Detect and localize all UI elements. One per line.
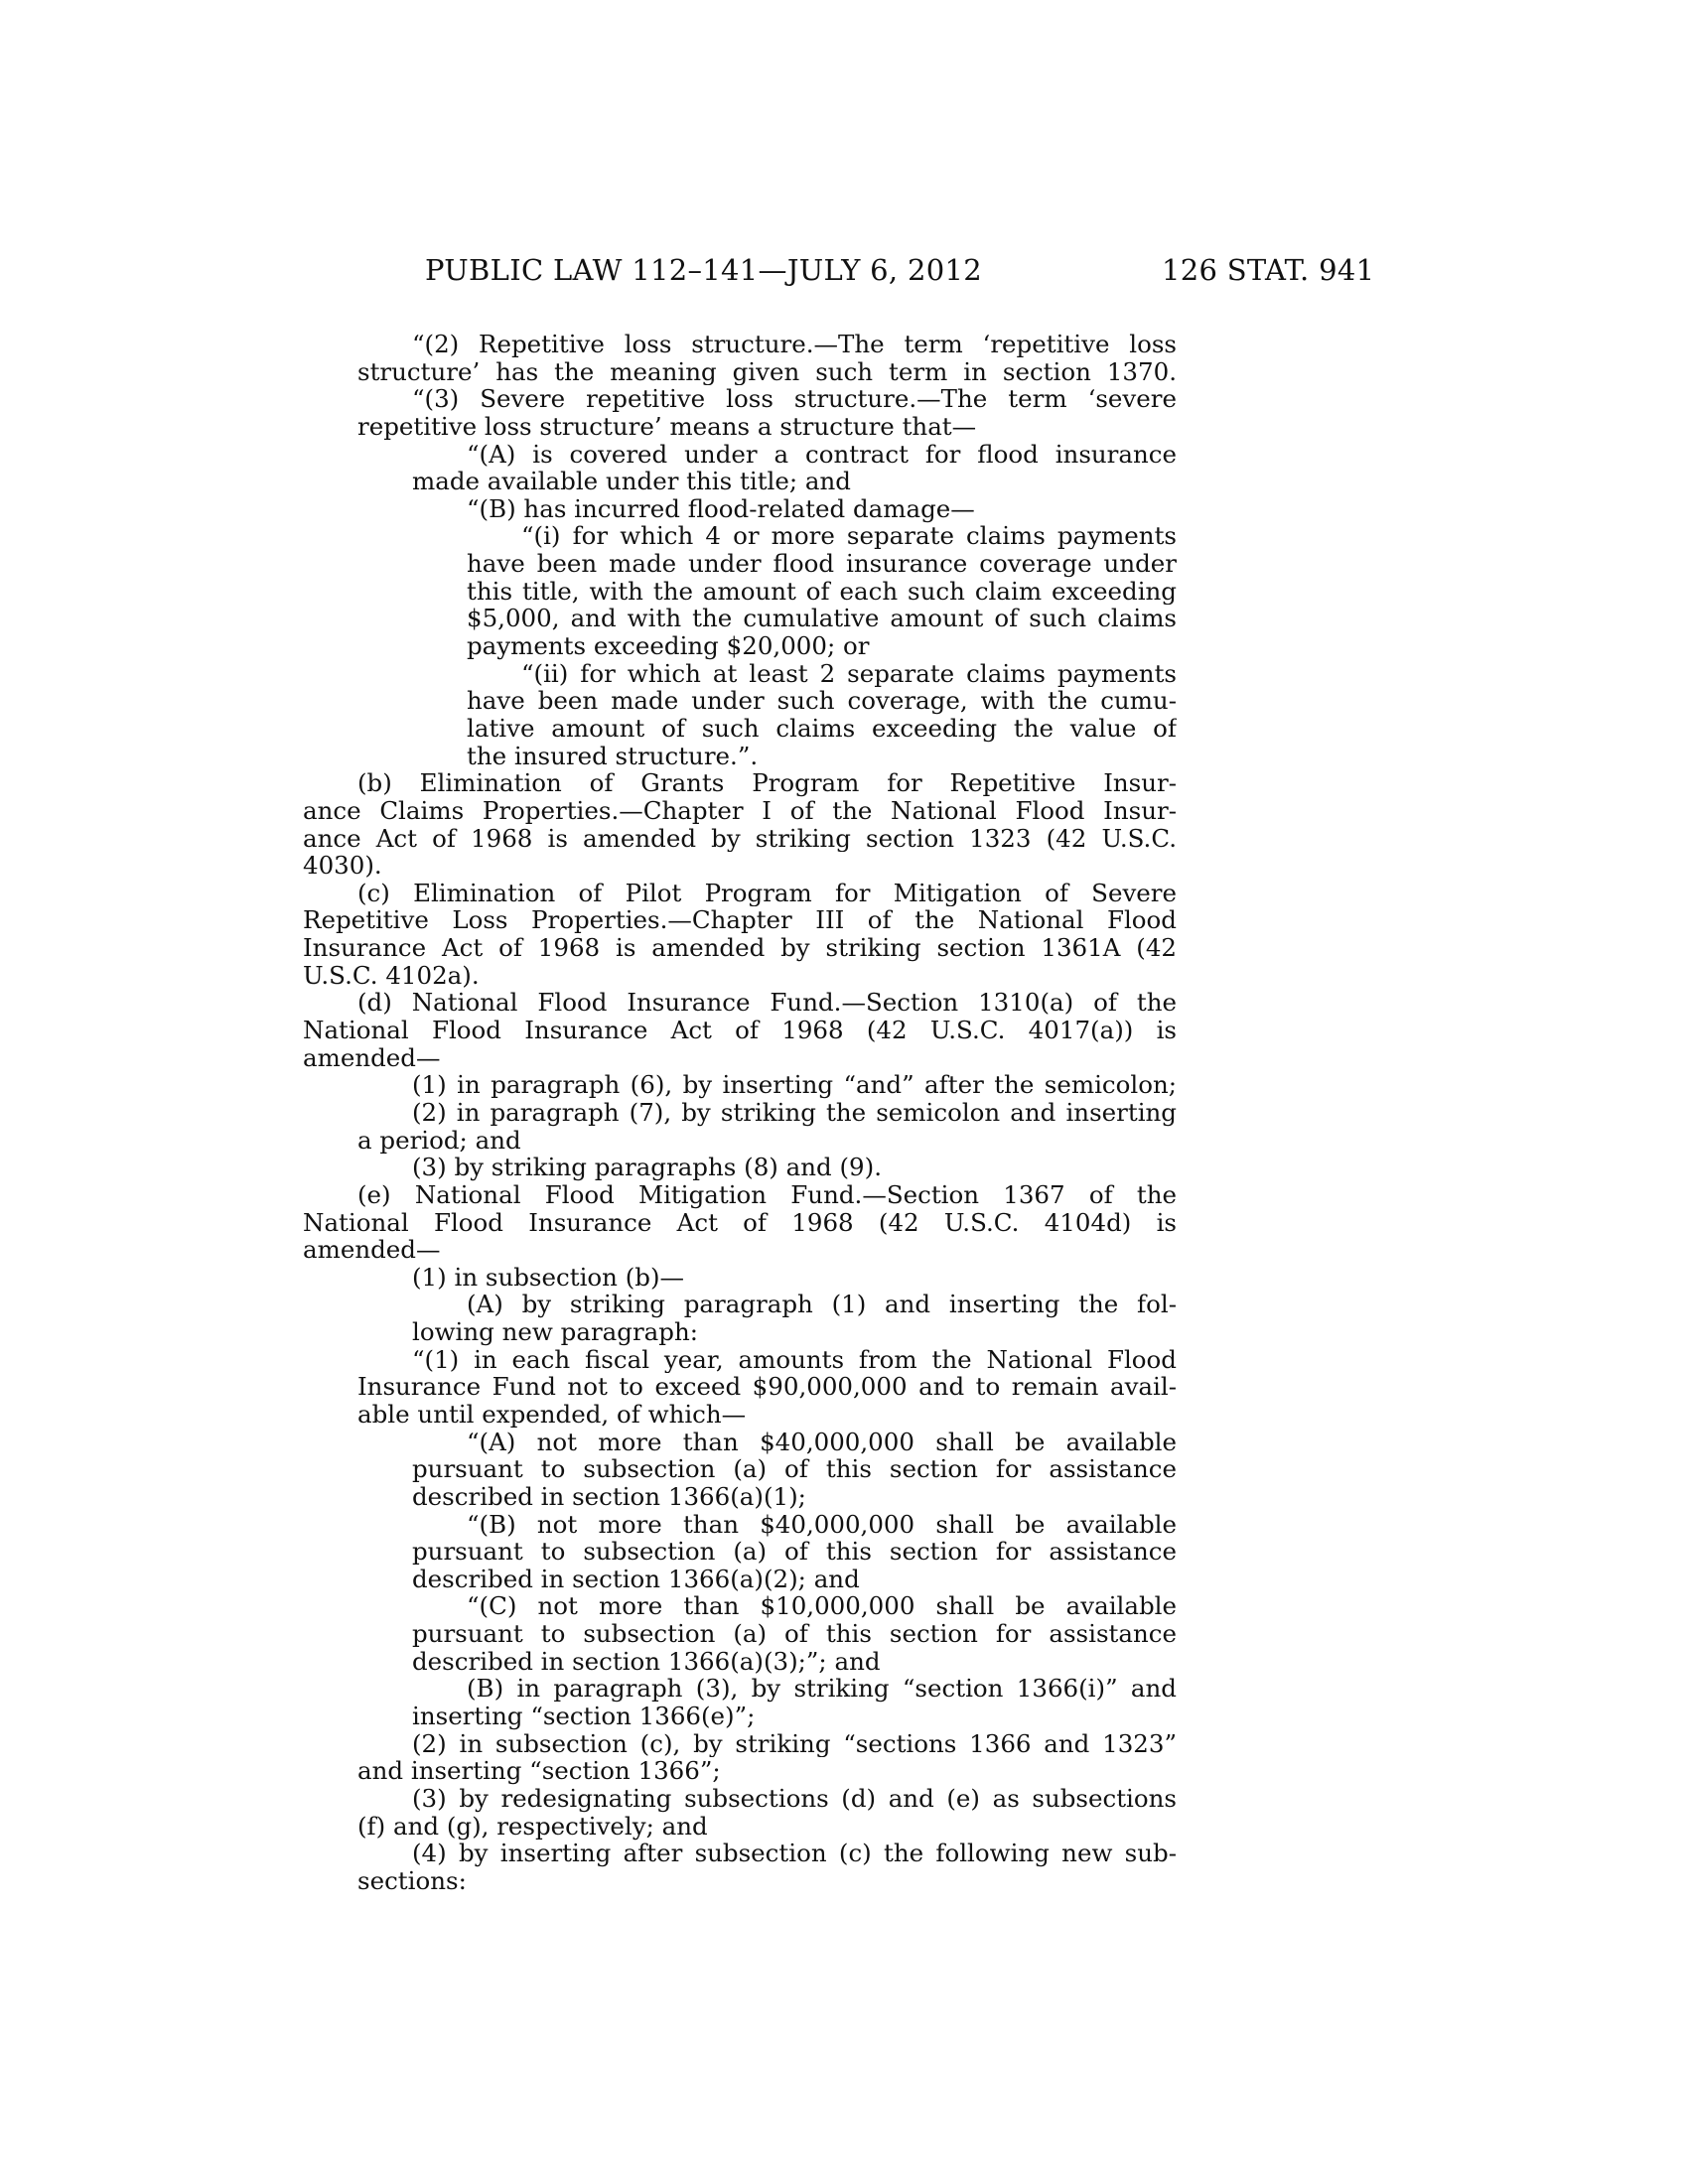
text-line: described in section 1366(a)(1); (412, 1481, 806, 1511)
text-line: “(B) has incurred flood-related damage— (467, 493, 975, 523)
text-line: (2) in paragraph (7), by striking the semicolon and inserting (412, 1098, 1177, 1127)
text-line: pursuant to subsection (a) of this section for assistance (412, 1620, 1177, 1648)
page-header (0, 253, 1688, 293)
document-body (303, 331, 1177, 1895)
text-line: the insured structure.”. (467, 741, 759, 770)
text-line: (B) in paragraph (3), by striking “section 1366(i)” and (467, 1675, 1177, 1704)
text-line: this title, with the amount of each such claim exceeding (467, 577, 1177, 606)
text-line: “(A) not more than $40,000,000 shall be available (467, 1428, 1177, 1456)
text-line: Repetitive Loss Properties.—Chapter III of the National Flood (303, 906, 1177, 935)
text-line: “(B) not more than $40,000,000 shall be available (467, 1510, 1177, 1539)
page-citation: 126 STAT. 941 (1162, 253, 1375, 287)
text-line: (c) Elimination of Pilot Program for Mitigation of Severe (357, 879, 1177, 907)
text-line: (3) by striking paragraphs (8) and (9). (412, 1153, 882, 1182)
text-line: described in section 1366(a)(2); and (412, 1564, 860, 1593)
text-line: lative amount of such claims exceeding the value of (467, 714, 1177, 743)
text-line: lowing new paragraph: (412, 1317, 699, 1347)
text-line: (2) in subsection (c), by striking “sections 1366 and 1323” (412, 1729, 1177, 1758)
text-line: amended— (303, 1235, 441, 1265)
text-line: inserting “section 1366(e)”; (412, 1702, 756, 1731)
text-line: (e) National Flood Mitigation Fund.—Section 1367 of the (357, 1180, 1177, 1209)
text-line: National Flood Insurance Act of 1968 (42 U.S.C. 4017(a)) is (303, 1017, 1177, 1044)
text-line: “(A) is covered under a contract for flood insurance (467, 440, 1177, 469)
text-line: have been made under such coverage, with the cumu- (467, 687, 1177, 715)
text-line: “(2) Repetitive loss structure.—The term ‘repetitive loss (412, 331, 1177, 358)
text-line: (f) and (g), respectively; and (357, 1811, 708, 1841)
text-line: a period; and (357, 1125, 521, 1155)
text-line: (d) National Flood Insurance Fund.—Section 1310(a) of the (357, 989, 1177, 1018)
text-line: National Flood Insurance Act of 1968 (42 U.S.C. 4104d) is (303, 1208, 1177, 1237)
text-line: (1) in paragraph (6), by inserting “and” after the semicolon; (412, 1071, 1177, 1099)
text-line: pursuant to subsection (a) of this section for assistance (412, 1538, 1177, 1566)
text-line: made available under this title; and (412, 467, 851, 496)
text-line: “(1) in each fiscal year, amounts from the National Flood (412, 1345, 1177, 1374)
text-line: ance Act of 1968 is amended by striking section 1323 (42 U.S.C. (303, 824, 1177, 853)
text-line: “(3) Severe repetitive loss structure.—The term ‘severe (412, 385, 1177, 413)
text-line: have been made under flood insurance coverage under (467, 550, 1177, 578)
text-line: able until expended, of which— (357, 1399, 747, 1429)
text-line: “(i) for which 4 or more separate claims payments (521, 522, 1177, 551)
text-line: Insurance Act of 1968 is amended by striking section 1361A (42 (303, 934, 1177, 962)
text-line: $5,000, and with the cumulative amount of such claims (467, 605, 1177, 633)
running-title: PUBLIC LAW 112–141—JULY 6, 2012 (425, 253, 982, 287)
text-line: amended— (303, 1042, 441, 1072)
text-line: 4030). (303, 851, 382, 881)
text-line: pursuant to subsection (a) of this section for assistance (412, 1455, 1177, 1483)
text-line: (1) in subsection (b)— (412, 1262, 685, 1292)
text-line: ance Claims Properties.—Chapter I of the National Flood Insur- (303, 796, 1177, 825)
text-line: U.S.C. 4102a). (303, 960, 480, 990)
text-line: (b) Elimination of Grants Program for Repetitive Insur- (357, 769, 1177, 797)
text-line: (A) by striking paragraph (1) and inserting the fol- (467, 1291, 1177, 1319)
text-line: “(C) not more than $10,000,000 shall be available (467, 1592, 1177, 1621)
text-line: (3) by redesignating subsections (d) and (e) as subsections (412, 1784, 1177, 1813)
text-line: payments exceeding $20,000; or (467, 631, 870, 661)
text-line: repetitive loss structure’ means a structure that— (357, 411, 977, 441)
text-line: and inserting “section 1366”; (357, 1756, 721, 1786)
text-line: structure’ has the meaning given such term in section 1370. (357, 357, 1177, 386)
text-line: Insurance Fund not to exceed $90,000,000 and to remain avail- (357, 1373, 1177, 1401)
text-line: (4) by inserting after subsection (c) the following new sub- (412, 1840, 1177, 1867)
text-line: sections: (357, 1865, 467, 1895)
text-line: “(ii) for which at least 2 separate claims payments (521, 659, 1177, 688)
text-line: described in section 1366(a)(3);”; and (412, 1646, 881, 1676)
